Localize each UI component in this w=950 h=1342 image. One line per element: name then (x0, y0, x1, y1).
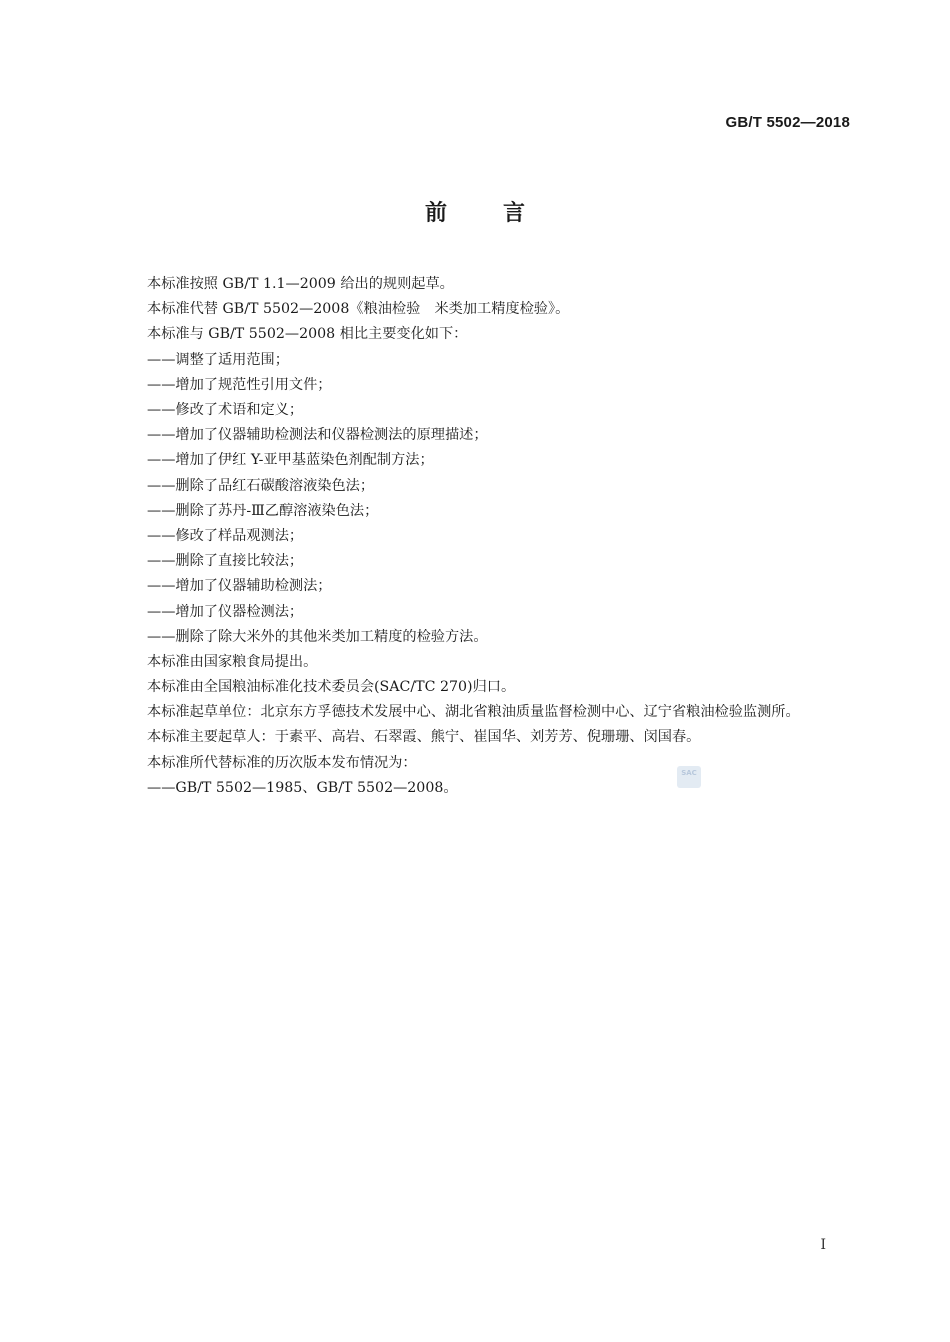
paragraph: 本标准起草单位：北京东方孚德技术发展中心、湖北省粮油质量监督检测中心、辽宁省粮油检验监测所。 (147, 704, 800, 721)
paragraph: 本标准主要起草人：于素平、高岩、石翠霞、熊宁、崔国华、刘芳芳、倪珊珊、闵国春。 (147, 729, 701, 746)
paragraph: 本标准由全国粮油标准化技术委员会(SAC/TC 270)归口。 (147, 679, 516, 696)
page-title: 前言 (424, 201, 581, 226)
list-item: ——调整了适用范围； (147, 351, 289, 368)
list-item: ——GB/T 5502—1985、GB/T 5502—2008。 (147, 779, 458, 796)
list-item: ——修改了样品观测法； (147, 528, 304, 545)
document-body (113, 272, 853, 801)
list-item: ——删除了苏丹-Ⅲ乙醇溶液染色法； (147, 502, 379, 519)
paragraph: 本标准代替 GB/T 5502—2008《粮油检验 米类加工精度检验》。 (147, 301, 570, 318)
list-item: ——增加了仪器辅助检测法和仪器检测法的原理描述； (147, 427, 488, 444)
list-item: ——删除了品红石碳酸溶液染色法； (147, 477, 375, 494)
list-item: ——增加了伊红 Y-亚甲基蓝染色剂配制方法； (147, 452, 434, 469)
watermark-stamp: SAC (677, 766, 701, 788)
standard-code: GB/T 5502—2018 (725, 114, 850, 131)
list-item: ——修改了术语和定义； (147, 402, 304, 419)
list-item: ——增加了仪器检测法； (147, 603, 304, 620)
paragraph: 本标准按照 GB/T 1.1—2009 给出的规则起草。 (147, 276, 454, 292)
paragraph: 本标准与 GB/T 5502—2008 相比主要变化如下： (147, 326, 468, 343)
list-item: ——增加了仪器辅助检测法； (147, 578, 332, 595)
list-item: ——删除了直接比较法； (147, 553, 304, 570)
list-item: ——删除了除大米外的其他米类加工精度的检验方法。 (147, 628, 488, 645)
page-number: I (820, 1237, 826, 1253)
paragraph: 本标准由国家粮食局提出。 (147, 654, 318, 671)
paragraph: 本标准所代替标准的历次版本发布情况为： (147, 754, 417, 771)
list-item: ——增加了规范性引用文件； (147, 376, 332, 393)
